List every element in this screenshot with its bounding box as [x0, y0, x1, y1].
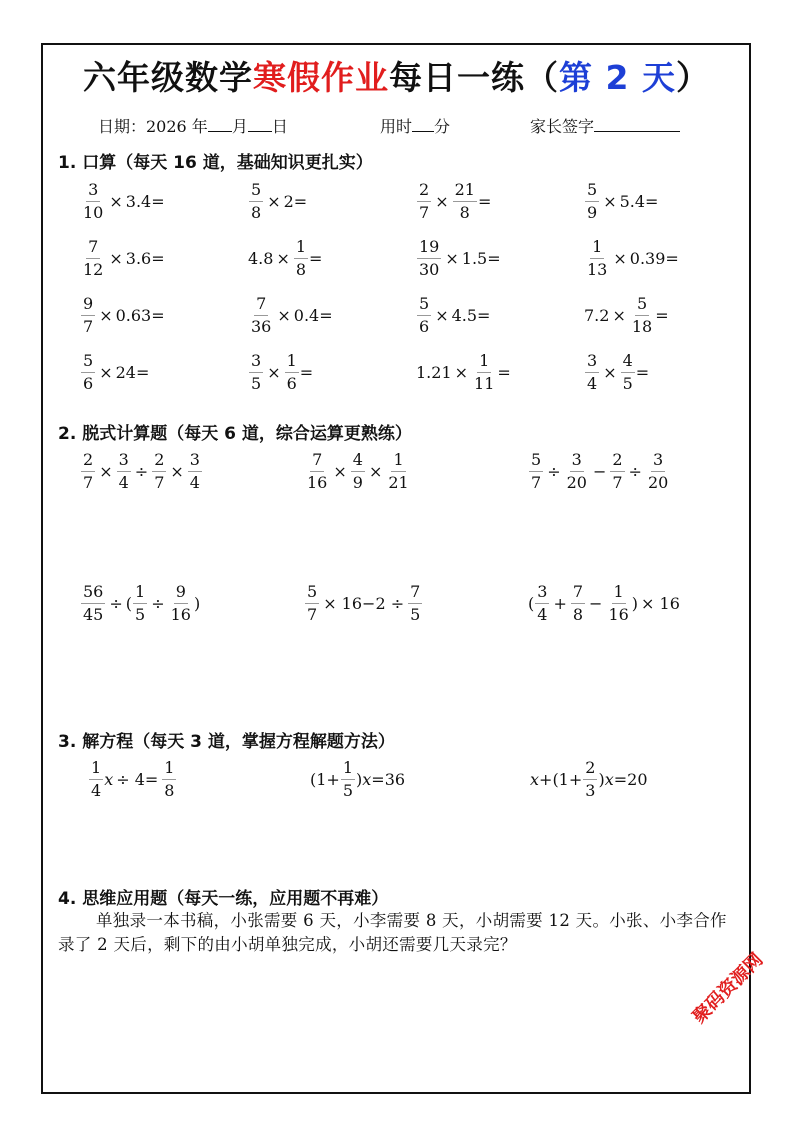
mental-item: $\frac{2}{7}$ × $\frac{21}{8}$ = [419, 180, 492, 222]
title-part-day: 第 2 天 [559, 58, 676, 97]
fraction: $\frac{19}{30}$ [419, 237, 440, 279]
section-word-problem-heading: 4. 思维应用题（每天一练，应用题不再难） [58, 889, 389, 909]
watermark-stamp: 聚码资源网 [688, 949, 768, 1028]
fraction: $\frac{5}{9}$ [587, 180, 598, 222]
time-unit: 分 [434, 117, 451, 136]
fraction: $\frac{1}{8}$ [295, 237, 307, 279]
mental-item: $\frac{3}{10}$ × 3.4= [83, 180, 165, 222]
date-label: 日期：2026 年 [98, 117, 208, 136]
mental-item: 1.21 × $\frac{1}{11}$ = [416, 351, 511, 393]
sign-blank[interactable] [594, 115, 680, 132]
fraction: $\frac{5}{6}$ [83, 351, 94, 393]
title-part-daily: 每日一练（ [389, 58, 560, 97]
equation-item: x +(1+ $\frac{2}{3}$ ) x =20 [530, 758, 648, 800]
fraction: $\frac{21}{8}$ [454, 180, 475, 222]
section-mental-math-heading: 1. 口算（每天 16 道，基础知识更扎实） [58, 153, 373, 173]
date-line [98, 114, 288, 137]
mental-item: $\frac{7}{12}$ × 3.6= [83, 237, 165, 279]
mental-item: $\frac{5}{6}$ × 24= [83, 351, 150, 393]
sign-label: 家长签字 [530, 117, 595, 136]
fraction: $\frac{1}{11}$ [474, 351, 495, 393]
fraction: $\frac{4}{5}$ [622, 351, 633, 393]
mental-item: $\frac{1}{13}$ × 0.39= [587, 237, 679, 279]
sign-line [530, 114, 680, 137]
day-label: 日 [271, 117, 288, 136]
title-part-close: ） [675, 58, 710, 97]
fraction: $\frac{7}{36}$ [251, 294, 272, 336]
mental-item: $\frac{3}{4}$ × $\frac{4}{5}$ = [587, 351, 650, 393]
mental-item: $\frac{3}{5}$ × $\frac{1}{6}$ = [251, 351, 314, 393]
fraction: $\frac{3}{10}$ [83, 180, 104, 222]
fraction: $\frac{7}{12}$ [83, 237, 104, 279]
time-blank[interactable] [412, 115, 434, 132]
calc-item: $\frac{7}{16}$ × $\frac{4}{9}$ × $\frac{1}{21}$ [307, 450, 409, 492]
mental-item: $\frac{19}{30}$ × 1.5= [419, 237, 501, 279]
mental-item: $\frac{5}{6}$ × 4.5= [419, 294, 491, 336]
calc-item: $\frac{56}{45}$ ÷ ( $\frac{1}{5}$ ÷ $\frac{9}{16}$ ) [83, 582, 201, 624]
month-label: 月 [231, 117, 248, 136]
fraction: $\frac{3}{4}$ [587, 351, 598, 393]
section-equations-heading: 3. 解方程（每天 3 道，掌握方程解题方法） [58, 732, 395, 752]
title-part-grade: 六年级数学 [83, 58, 254, 97]
fraction: $\frac{1}{13}$ [587, 237, 608, 279]
fraction: $\frac{5}{6}$ [419, 294, 430, 336]
mental-item: 4.8 × $\frac{1}{8}$ = [248, 237, 323, 279]
day-blank[interactable] [248, 115, 272, 132]
equation-item: (1+ $\frac{1}{5}$ ) x =36 [310, 758, 406, 800]
calc-item: ( $\frac{3}{4}$ + $\frac{7}{8}$ − $\frac{1}{16}$ ) × 16 [528, 582, 680, 624]
time-label: 用时 [380, 117, 413, 136]
month-blank[interactable] [208, 115, 232, 132]
fraction: $\frac{5}{18}$ [631, 294, 653, 336]
fraction: $\frac{5}{8}$ [251, 180, 262, 222]
word-problem-text: 单独录一本书稿，小张需要 6 天，小李需要 8 天，小胡需要 12 天。小张、小李合作录了 2 天后，剩下的由小胡单独完成，小胡还需要几天录完？ [58, 911, 727, 954]
page-title [0, 52, 793, 99]
calc-item: $\frac{5}{7}$ × 16−2 ÷ $\frac{7}{5}$ [307, 582, 421, 624]
mental-item: $\frac{5}{8}$ × 2= [251, 180, 308, 222]
fraction: $\frac{9}{7}$ [83, 294, 94, 336]
section-calculation-heading: 2. 脱式计算题（每天 6 道，综合运算更熟练） [58, 424, 412, 444]
fraction: $\frac{1}{6}$ [286, 351, 297, 393]
mental-item: $\frac{5}{9}$ × 5.4= [587, 180, 659, 222]
equation-item: $\frac{1}{4}$ x ÷ 4= $\frac{1}{8}$ [91, 758, 175, 800]
fraction: $\frac{3}{5}$ [251, 351, 262, 393]
calc-item: $\frac{5}{7}$ ÷ $\frac{3}{20}$ − $\frac{2}{7}$ ÷ $\frac{3}{20}$ [531, 450, 669, 492]
mental-item: $\frac{7}{36}$ × 0.4= [251, 294, 333, 336]
calc-item: $\frac{2}{7}$ × $\frac{3}{4}$ ÷ $\frac{2}{7}$ × $\frac{3}{4}$ [83, 450, 200, 492]
time-line [380, 114, 450, 137]
fraction: $\frac{2}{7}$ [419, 180, 430, 222]
title-part-winter-homework: 寒假作业 [253, 58, 390, 97]
mental-item: 7.2 × $\frac{5}{18}$ = [584, 294, 669, 336]
mental-item: $\frac{9}{7}$ × 0.63= [83, 294, 165, 336]
